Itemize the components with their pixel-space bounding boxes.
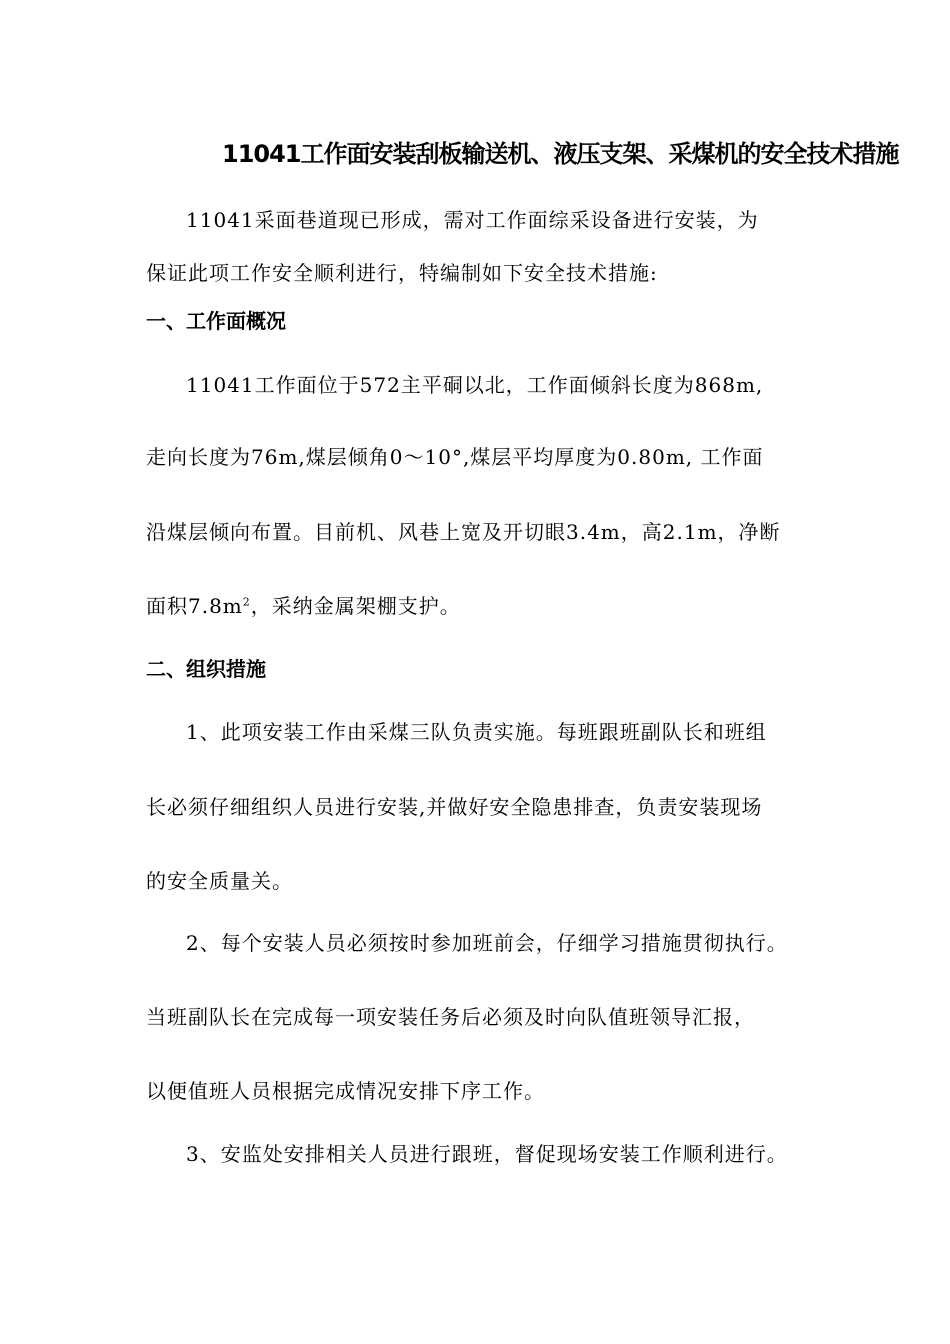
section-1-heading: 一、工作面概况 (146, 309, 286, 333)
item-2-line-1: 2、每个安装人员必须按时参加班前会，仔细学习措施贯彻执行。 (186, 931, 788, 955)
item-1-line-3: 的安全质量关。 (146, 869, 293, 893)
item-2-line-3: 以便值班人员根据完成情况安排下序工作。 (146, 1079, 545, 1103)
section-1-line-2: 走向长度为76m,煤层倾角0～10°,煤层平均厚度为0.80m, 工作面 (146, 445, 764, 469)
support-method-text: ，采纳金属架棚支护。 (250, 594, 461, 618)
document-title: 11041工作面安装刮板输送机、液压支架、采煤机的安全技术措施 (222, 140, 899, 168)
intro-line-2: 保证此项工作安全顺利进行，特编制如下安全技术措施: (146, 261, 658, 285)
intro-line-1: 11041采面巷道现已形成，需对工作面综采设备进行安装，为 (186, 208, 759, 232)
section-1-line-3: 沿煤层倾向布置。目前机、风巷上宽及开切眼3.4m，高2.1m，净断 (146, 520, 781, 544)
item-1-line-2: 长必须仔细组织人员进行安装,并做好安全隐患排查，负责安装现场 (146, 795, 763, 819)
section-1-line-1: 11041工作面位于572主平硐以北，工作面倾斜长度为868m, (186, 373, 764, 397)
area-superscript: 2 (242, 595, 251, 609)
item-2-line-2: 当班副队长在完成每一项安装任务后必须及时向队值班领导汇报， (146, 1005, 755, 1029)
area-value-text: 面积7.8m (146, 594, 243, 618)
section-1-line-4 (146, 591, 461, 621)
item-1-line-1: 1、此项安装工作由采煤三队负责实施。每班跟班副队长和班组 (186, 720, 767, 744)
section-2-heading: 二、组织措施 (146, 657, 266, 681)
item-3-line-1: 3、安监处安排相关人员进行跟班，督促现场安装工作顺利进行。 (186, 1142, 788, 1166)
